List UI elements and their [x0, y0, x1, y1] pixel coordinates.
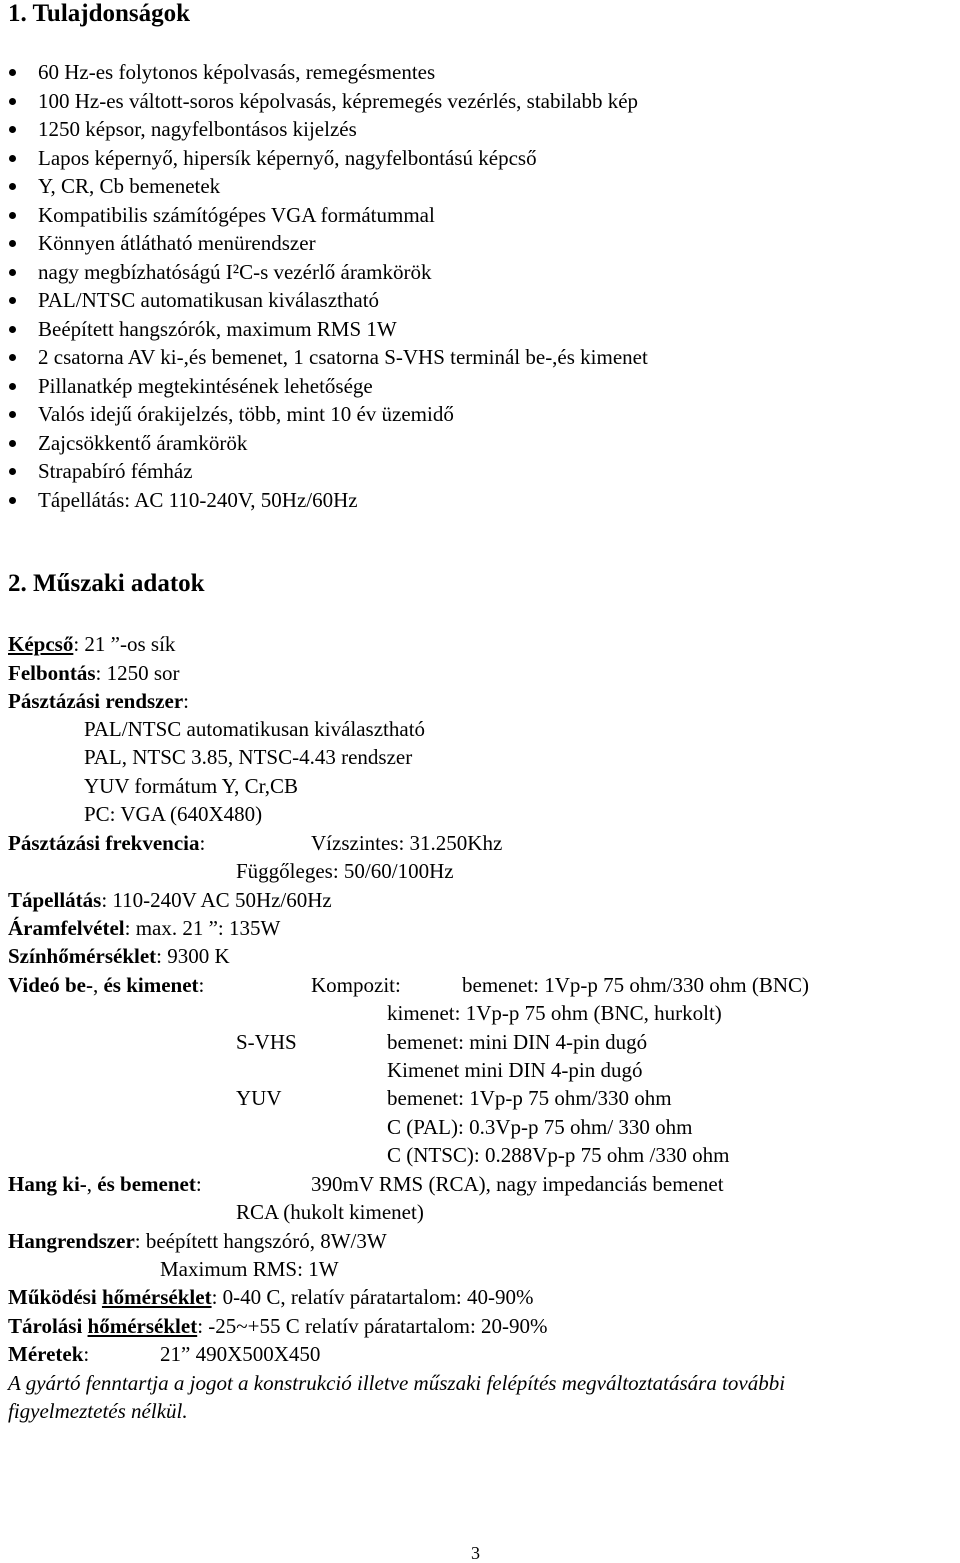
list-item-text: 100 Hz-es váltott-soros képolvasás, képremegés vezérlés, stabilabb kép [38, 88, 639, 113]
section-title-tulajdonsagok: 1. Tulajdonságok [8, 0, 191, 27]
bullet-icon [9, 269, 16, 276]
list-item-text: Pillanatkép megtekintésének lehetősége [38, 373, 373, 398]
spec-yuv: YUV [236, 1086, 282, 1110]
spec-label: Tápellátás [8, 888, 102, 912]
spec-label: és kimenet [103, 973, 199, 997]
spec-kompozit-be: bemenet: 1Vp-p 75 ohm/330 ohm (BNC) [462, 973, 810, 997]
spec-value: : -25~+55 C relatív páratartalom: 20-90% [197, 1314, 548, 1338]
list-item-text: 60 Hz-es folytonos képolvasás, remegésmentes [38, 60, 436, 84]
list-item [0, 201, 648, 230]
spec-svhs-be: bemenet: mini DIN 4-pin dugó [387, 1030, 648, 1054]
spec-label: hőmérséklet [87, 1314, 198, 1338]
list-item-text: Zajcsökkentő áramkörök [38, 430, 248, 455]
spec-label: Képcső [8, 632, 74, 656]
spec-hangrendszer-value2: Maximum RMS: 1W [160, 1257, 339, 1281]
spec-label-sep: , [92, 973, 104, 997]
spec-felbontas [8, 660, 180, 686]
list-item [0, 229, 648, 258]
list-item [0, 457, 648, 486]
list-item [0, 372, 648, 401]
spec-label: Videó be- [8, 973, 93, 997]
bullet-icon [9, 240, 16, 247]
spec-colon: : [183, 689, 189, 713]
spec-rendszer-line: PC: VGA (640X480) [84, 802, 263, 826]
spec-value: : beépített hangszóró, 8W/3W [134, 1229, 387, 1253]
spec-colon: : [199, 831, 206, 855]
spec-vizszintes: Vízszintes: 31.250Khz [311, 831, 503, 855]
bullet-icon [9, 155, 16, 162]
list-item [0, 258, 648, 287]
list-item [0, 429, 648, 458]
spec-tapellatas [8, 887, 332, 913]
bullet-icon [9, 297, 16, 304]
bullet-icon [9, 212, 16, 219]
list-item [0, 315, 648, 344]
spec-hang-value: 390mV RMS (RCA), nagy impedanciás bemenet [311, 1172, 724, 1196]
list-item [0, 286, 648, 315]
bullet-icon [9, 98, 16, 105]
list-item [0, 58, 648, 87]
spec-value: : 21 ”-os sík [73, 632, 176, 656]
spec-svhs-ki: Kimenet mini DIN 4-pin dugó [387, 1058, 643, 1082]
list-item-text: Kompatibilis számítógépes VGA formátummal [38, 202, 435, 227]
list-item-text: 1250 képsor, nagyfelbontásos kijelzés [38, 117, 357, 141]
spec-label: Méretek [8, 1342, 84, 1366]
spec-value: : 9300 K [156, 944, 230, 968]
list-item [0, 486, 648, 515]
spec-pasztazasi-rendszer [8, 688, 189, 714]
spec-hang-value2: RCA (hukolt kimenet) [236, 1200, 424, 1224]
list-item-text: 2 csatorna AV ki-,és bemenet, 1 csatorna S-VHS terminál be-,és kimenet [38, 345, 648, 369]
spec-label: és bemenet [97, 1172, 196, 1196]
spec-label: Felbontás [8, 661, 96, 685]
spec-value: : 1250 sor [95, 661, 180, 685]
bullet-icon [9, 183, 16, 190]
list-item-text: Könnyen átlátható menürendszer [38, 231, 316, 255]
page-number: 3 [471, 1543, 480, 1563]
spec-rendszer-line: PAL, NTSC 3.85, NTSC-4.43 rendszer [84, 745, 413, 769]
spec-label-sep: , [86, 1172, 98, 1196]
spec-label: Hangrendszer [8, 1229, 135, 1253]
bullet-icon [9, 440, 16, 447]
spec-yuv-c-ntsc: C (NTSC): 0.288Vp-p 75 ohm /330 ohm [387, 1143, 730, 1167]
spec-label: Áramfelvétel [8, 916, 125, 940]
spec-label: Pásztázási frekvencia [8, 831, 200, 855]
section-title-muszaki-adatok: 2. Műszaki adatok [8, 570, 205, 597]
bullet-icon [9, 411, 16, 418]
spec-colon: : [195, 1172, 202, 1196]
spec-meretek-value: 21” 490X500X450 [160, 1342, 321, 1366]
spec-value: : 0-40 C, relatív páratartalom: 40-90% [211, 1285, 534, 1309]
spec-meretek [8, 1341, 89, 1367]
spec-kepcso [8, 631, 175, 657]
spec-yuv-be: bemenet: 1Vp-p 75 ohm/330 ohm [387, 1086, 672, 1110]
spec-fuggoleges: Függőleges: 50/60/100Hz [236, 859, 454, 883]
bullet-icon [9, 354, 16, 361]
list-item-text: Tápellátás: AC 110-240V, 50Hz/60Hz [38, 487, 358, 512]
spec-label: Működési [8, 1285, 97, 1309]
bullet-icon [9, 69, 16, 76]
spec-value: : 110-240V AC 50Hz/60Hz [101, 888, 332, 912]
spec-rendszer-line: YUV formátum Y, Cr,CB [84, 774, 299, 798]
spec-colon: : [83, 1342, 90, 1366]
list-item [0, 87, 648, 116]
spec-kompozit-ki: kimenet: 1Vp-p 75 ohm (BNC, hurkolt) [387, 1001, 722, 1025]
spec-hang-label [8, 1171, 202, 1197]
spec-label: Tárolási [8, 1314, 83, 1338]
spec-label: hőmérséklet [101, 1285, 212, 1309]
bullet-icon [9, 468, 16, 475]
bullet-icon [9, 326, 16, 333]
spec-value: : max. 21 ”: 135W [124, 916, 281, 940]
spec-pasztazasi-frekvencia [8, 830, 205, 856]
spec-colon: : [198, 973, 205, 997]
spec-label: Hang ki- [8, 1172, 87, 1196]
spec-svhs: S-VHS [236, 1030, 297, 1054]
spec-label: Pásztázási rendszer [8, 689, 184, 713]
list-item-text: Strapabíró fémház [38, 459, 193, 483]
list-item-text: nagy megbízhatóságú I²C-s vezérlő áramkörök [38, 259, 432, 284]
list-item-text: Valós idejű órakijelzés, több, mint 10 év üzemidő [38, 402, 454, 426]
spec-yuv-c-pal: C (PAL): 0.3Vp-p 75 ohm/ 330 ohm [387, 1115, 693, 1139]
spec-tarolasi-homerseklet [8, 1313, 548, 1339]
list-item-text: Y, CR, Cb bemenetek [38, 174, 221, 198]
spec-hangrendszer [8, 1228, 387, 1254]
list-item [0, 115, 648, 144]
bullet-icon [9, 126, 16, 133]
spec-szinhomerseklet [8, 943, 230, 969]
spec-mukodesi-homerseklet [8, 1284, 533, 1310]
disclaimer-line-1: A gyártó fenntartja a jogot a konstrukció illetve műszaki felépítés megváltoztatására további [8, 1371, 786, 1395]
list-item [0, 400, 648, 429]
list-item-text: Beépített hangszórók, maximum RMS 1W [38, 316, 397, 341]
spec-aramfelvetel [8, 915, 280, 941]
bullet-icon [9, 497, 16, 504]
list-item [0, 144, 648, 173]
list-item-text: PAL/NTSC automatikusan kiválasztható [38, 288, 380, 312]
spec-label: Színhőmérséklet [8, 944, 157, 968]
spec-rendszer-line: PAL/NTSC automatikusan kiválasztható [84, 717, 426, 741]
list-item [0, 172, 648, 201]
spec-video-label [8, 972, 204, 998]
disclaimer-line-2: figyelmeztetés nélkül. [8, 1399, 188, 1423]
list-item-text: Lapos képernyő, hipersík képernyő, nagyfelbontású képcső [38, 145, 537, 170]
spec-kompozit: Kompozit: [311, 973, 401, 997]
bullet-icon [9, 383, 16, 390]
list-item [0, 343, 648, 372]
features-list [0, 58, 648, 514]
